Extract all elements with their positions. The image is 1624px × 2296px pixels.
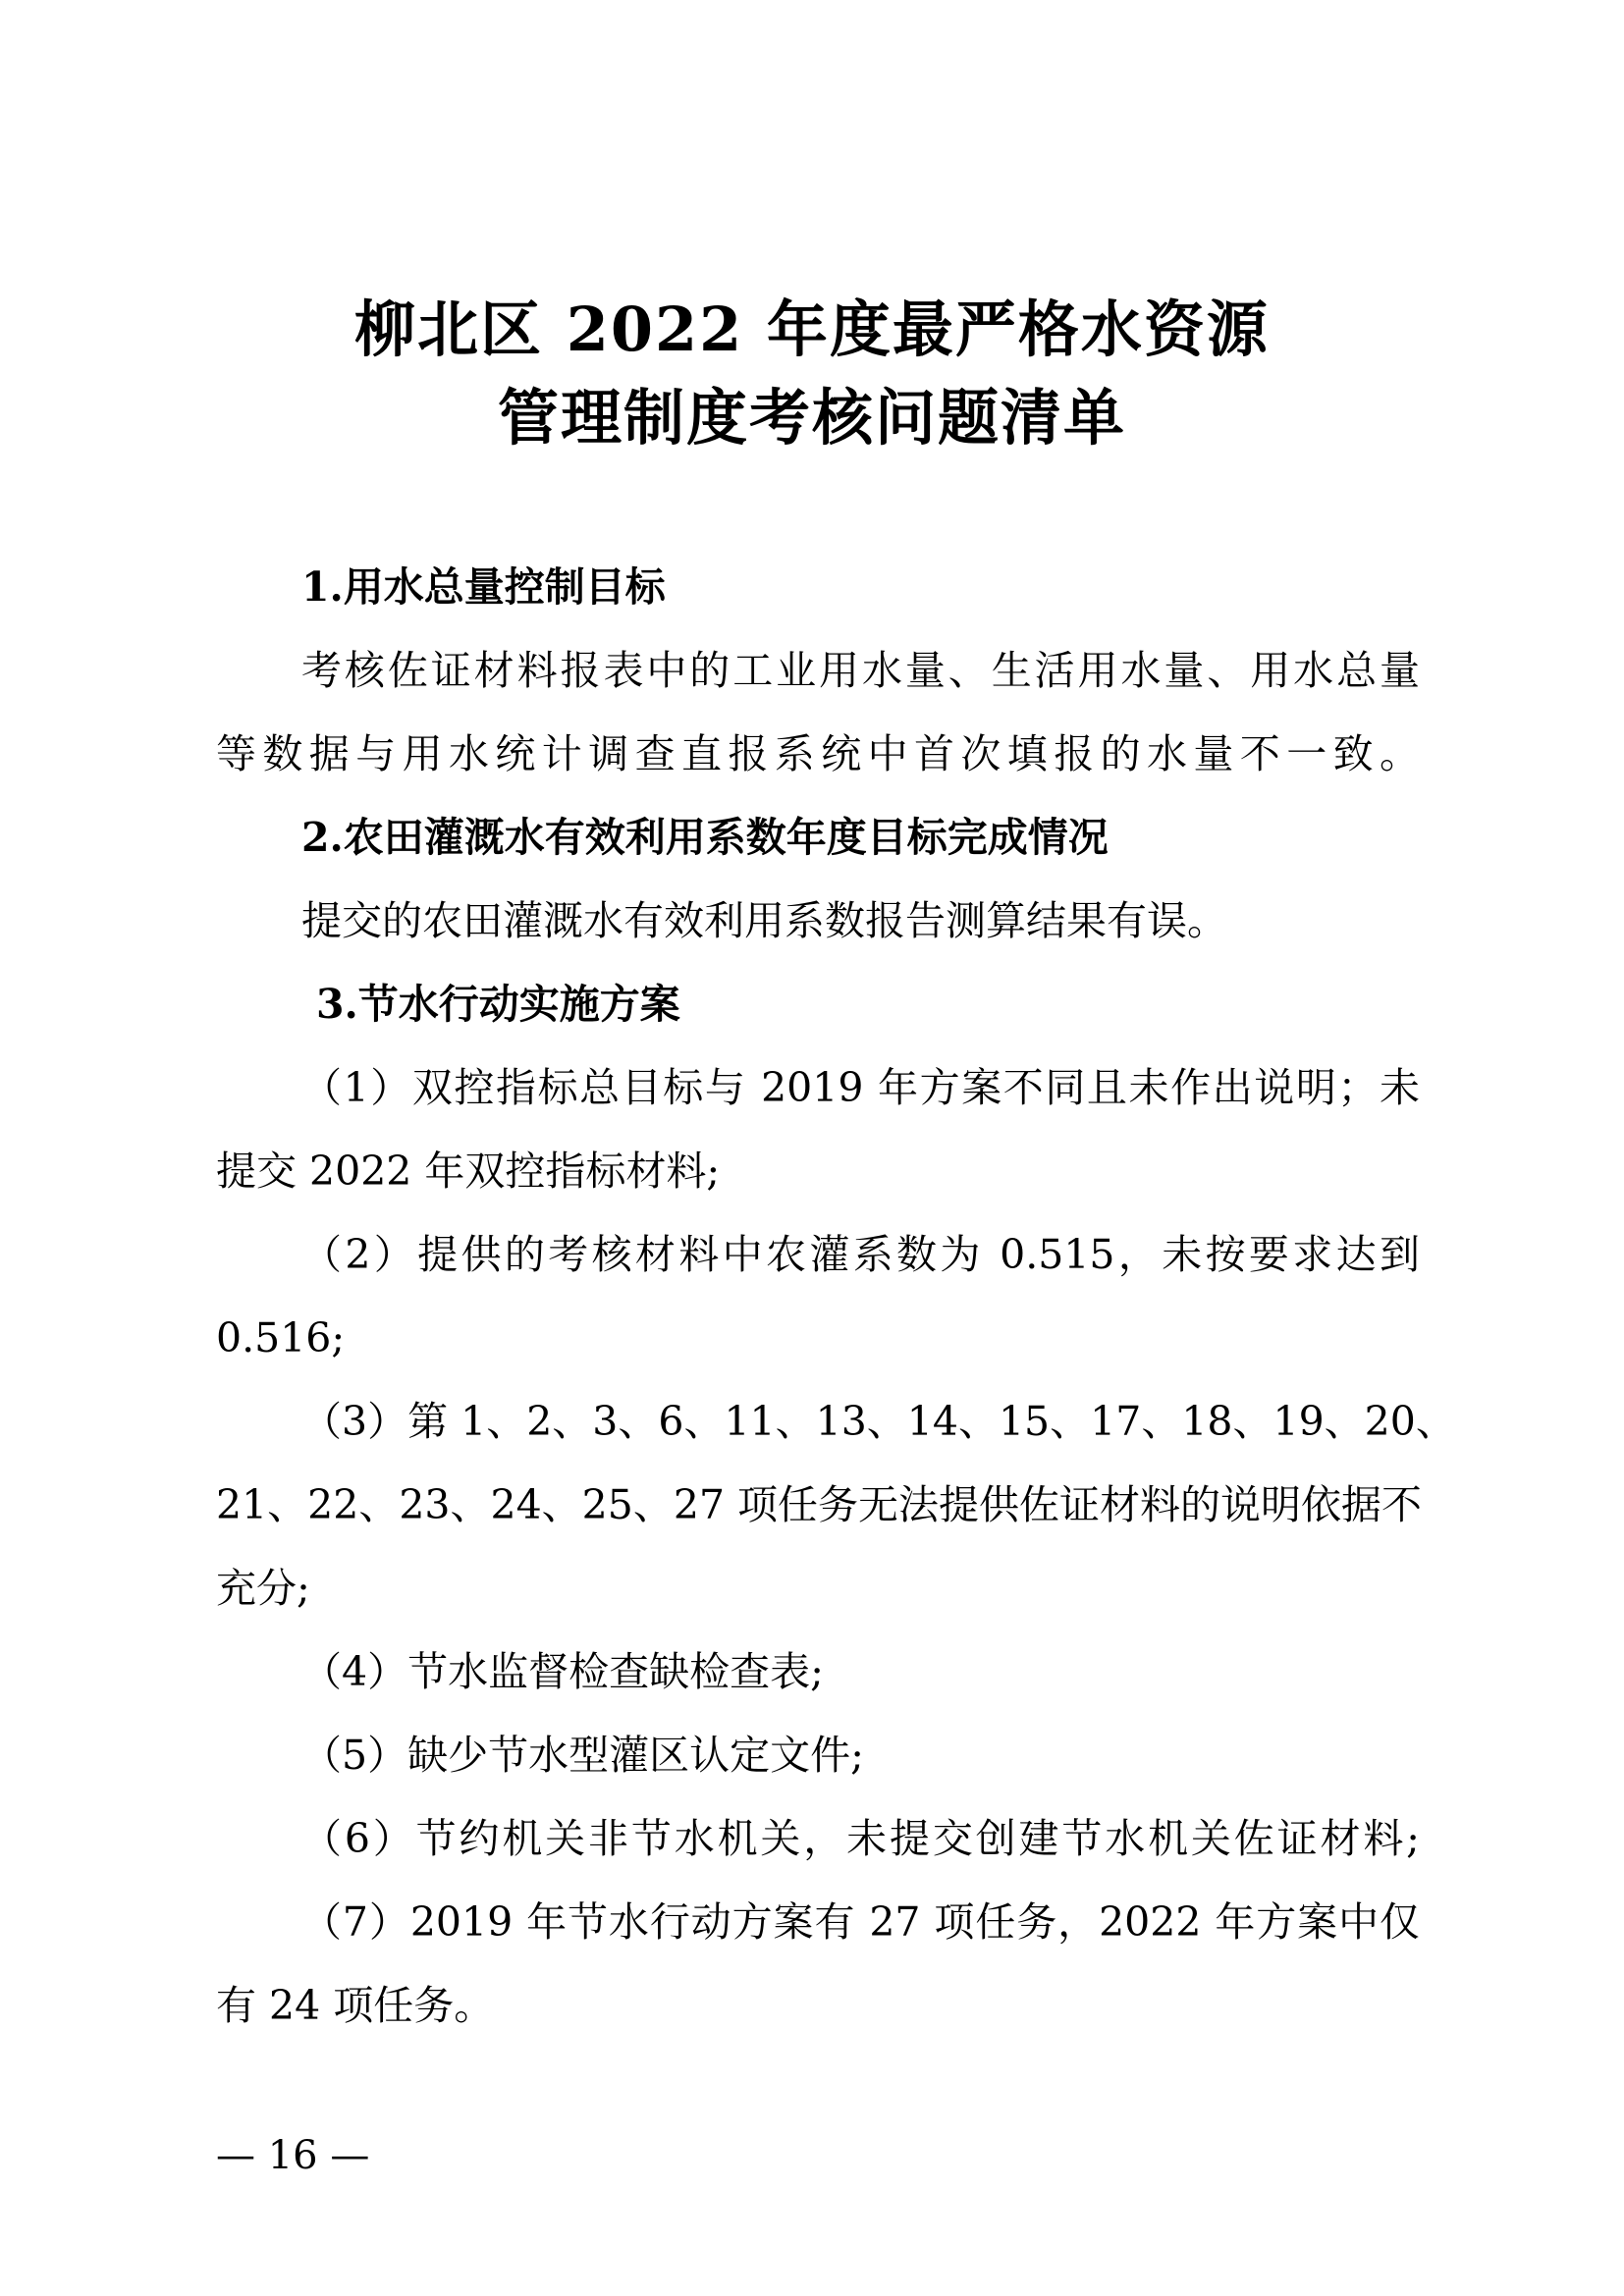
document-title-line-2: 管理制度考核问题清单 [497,382,1126,454]
section-3-line-2: 提交 2022 年双控指标材料; [216,1148,721,1195]
section-1-heading: 1.用水总量控制目标 [301,563,666,611]
section-2-line-1: 提交的农田灌溉水有效利用系数报告测算结果有误。 [301,897,1227,944]
section-1-line-1: 考核佐证材料报表中的工业用水量、生活用水量、用水总量 [301,647,1420,694]
section-2-heading: 2.农田灌溉水有效利用系数年度目标完成情况 [301,814,1109,861]
section-3-line-3: （2）提供的考核材料中农灌系数为 0.515，未按要求达到 [301,1231,1420,1278]
section-3-line-7: 充分; [216,1565,310,1612]
section-3-line-4: 0.516; [216,1314,346,1362]
document-title-line-1: 柳北区 2022 年度最严格水资源 [354,294,1270,365]
section-3-line-1: （1）双控指标总目标与 2019 年方案不同且未作出说明；未 [301,1064,1420,1111]
section-3-line-9: （5）缺少节水型灌区认定文件; [301,1732,864,1779]
section-3-heading: 3.节水行动实施方案 [316,981,680,1028]
section-3-line-10: （6）节约机关非节水机关，未提交创建节水机关佐证材料; [301,1815,1420,1862]
section-3-line-5: （3）第 1、2、3、6、11、13、14、15、17、18、19、20、 [301,1398,1456,1445]
section-3-line-8: （4）节水监督检查缺检查表; [301,1648,824,1695]
section-3-line-12: 有 24 项任务。 [216,1982,495,2029]
page-number: — 16 — [216,2133,370,2178]
section-1-line-2: 等数据与用水统计调查直报系统中首次填报的水量不一致。 [216,730,1420,777]
section-3-line-6: 21、22、23、24、25、27 项任务无法提供佐证材料的说明依据不 [216,1481,1423,1528]
section-3-line-11: （7）2019 年节水行动方案有 27 项任务，2022 年方案中仅 [301,1898,1420,1946]
